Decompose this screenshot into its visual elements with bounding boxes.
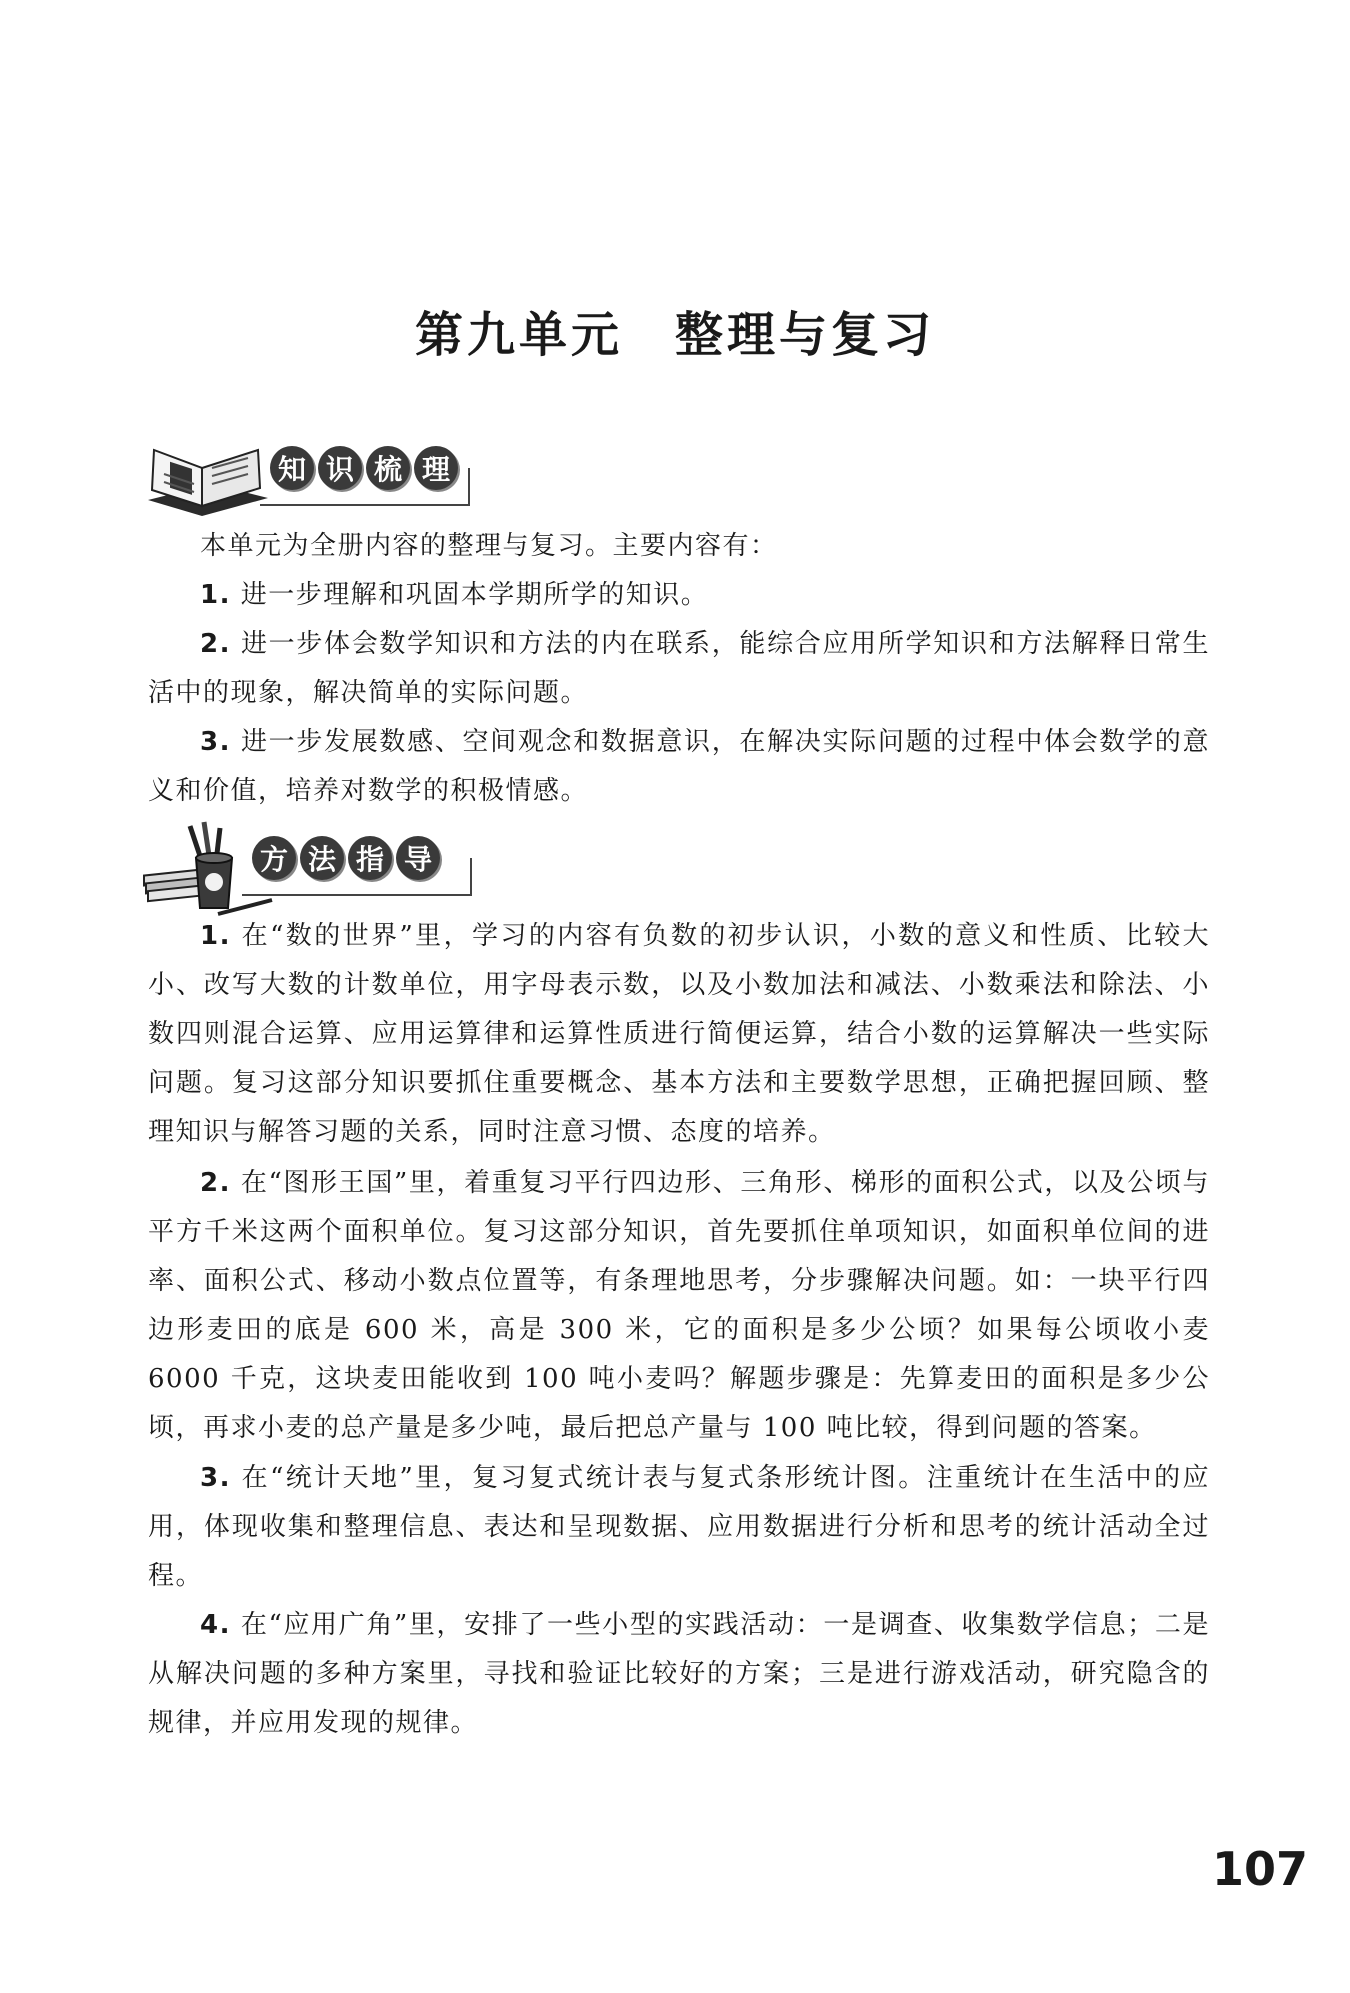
method-item: 2. 在“图形王国”里，着重复习平行四边形、三角形、梯形的面积公式，以及公顷与平方千米这两个面积单位。复习这部分知识，首先要抓住单项知识，如面积单位间的进率、面积公式、移动小数点位置等，有条理地思考，分步骤解决问题。如：一块平行四边形麦田的底是 600 米，高是 300 米，它的面积是多少公顷？如果每公顷收小麦 6000 千克，这块麦田能收到 100 吨小麦吗？解题步骤是：先算麦田的面积是多少公顷，再求小麦的总产量是多少吨，最后把总产量与 100 吨比较，得到问题的答案。 [148, 1168, 1211, 1443]
badge-char: 指 [348, 836, 392, 880]
method-item: 3. 在“统计天地”里，复习复式统计表与复式条形统计图。注重统计在生活中的应用，体现收集和整理信息、表达和呈现数据、应用数据进行分析和思考的统计活动全过程。 [148, 1463, 1210, 1591]
badge-char: 识 [318, 446, 362, 490]
knowledge-item: 2. 进一步体会数学知识和方法的内在联系，能综合应用所学知识和方法解释日常生活中的现象，解决简单的实际问题。 [148, 629, 1210, 708]
knowledge-item: 3. 进一步发展数感、空间观念和数据意识，在解决实际问题的过程中体会数学的意义和价值，培养对数学的积极情感。 [148, 727, 1210, 806]
badge-char: 法 [300, 836, 344, 880]
page-number: 107 [1211, 1842, 1308, 1896]
method-item: 1. 在“数的世界”里，学习的内容有负数的初步认识，小数的意义和性质、比较大小、改写大数的计数单位，用字母表示数，以及小数加法和减法、小数乘法和除法、小数四则混合运算、应用运算律和运算性质进行简便运算，结合小数的运算解决一些实际问题。复习这部分知识要抓住重要概念、基本方法和主要数学思想，正确把握回顾、整理知识与解答习题的关系，同时注意习惯、态度的培养。 [148, 921, 1210, 1147]
knowledge-intro: 本单元为全册内容的整理与复习。主要内容有： [200, 531, 778, 561]
knowledge-item: 1. 进一步理解和巩固本学期所学的知识。 [200, 580, 709, 610]
badge-char: 梳 [366, 446, 410, 490]
page-title [0, 296, 1350, 365]
badge-char: 方 [252, 836, 296, 880]
open-book-icon [140, 428, 275, 528]
method-item: 4. 在“应用广角”里，安排了一些小型的实践活动：一是调查、收集数学信息；二是从解决问题的多种方案里，寻找和验证比较好的方案；三是进行游戏活动，研究隐含的规律，并应用发现的规律。 [148, 1610, 1211, 1738]
badge-char: 导 [396, 836, 440, 880]
unit-title: 整理与复习 [675, 307, 936, 363]
badge-char: 知 [270, 446, 314, 490]
unit-label: 第九单元 [414, 307, 623, 363]
header-bracket [242, 858, 472, 896]
header-bracket [260, 468, 470, 506]
badge-char: 理 [414, 446, 458, 490]
